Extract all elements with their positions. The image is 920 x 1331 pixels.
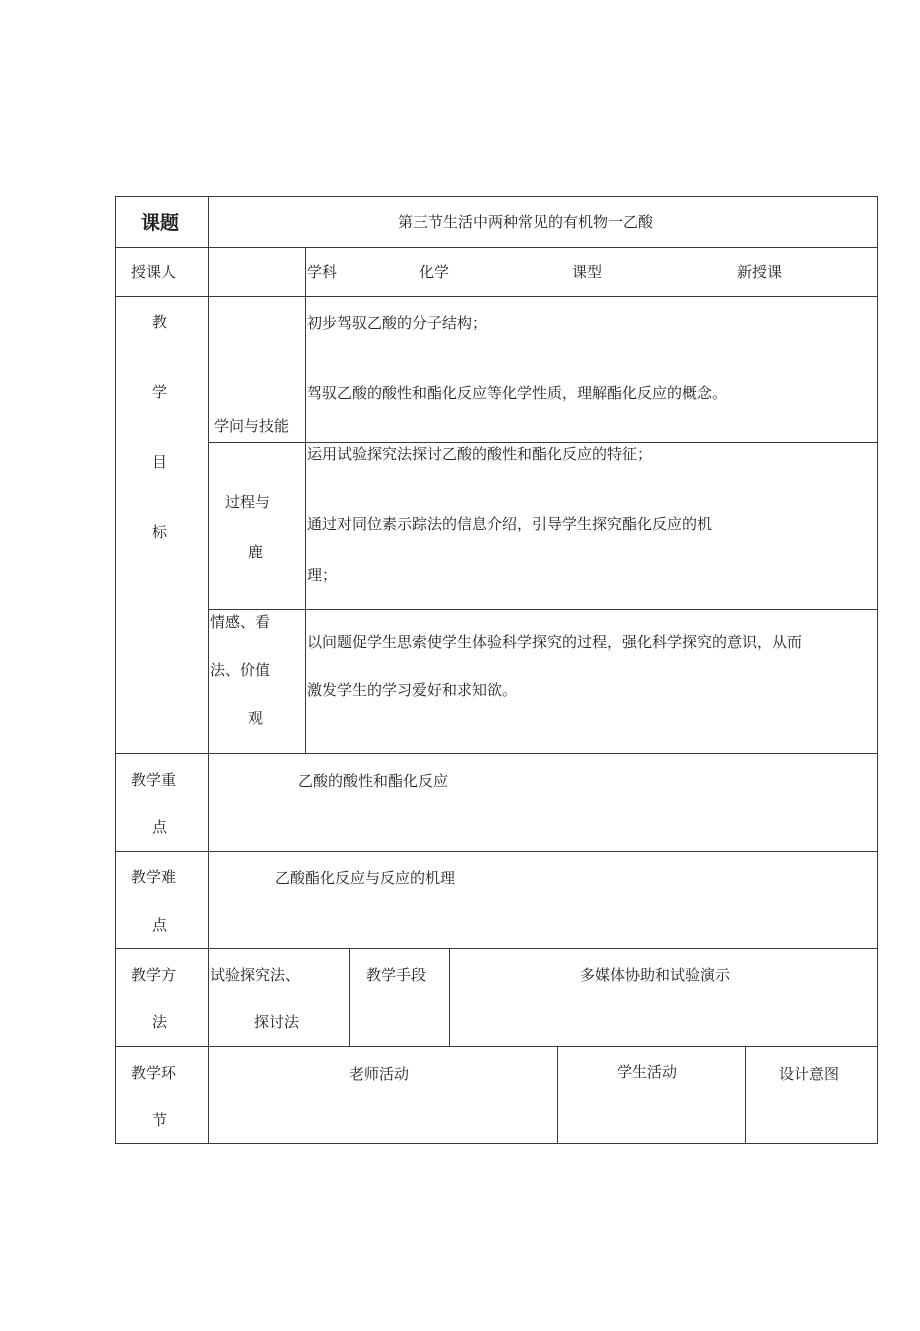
subject-label: 学科 [307,263,338,281]
difficulties-value-cell [208,851,878,949]
process-line: 运用试验探究法探讨乙酸的酸性和酯化反应的特征； [307,445,653,463]
key-points-label-cell [115,753,209,852]
process-line: 理； [307,566,338,584]
steps-label-line2: 节 [152,1111,168,1129]
teacher-value-cell [208,247,306,297]
design-intent-cell [745,1046,878,1144]
steps-label-cell [115,1046,209,1144]
key-points-value-cell [208,753,878,852]
teacher-activity-cell [208,1046,558,1144]
process-label-cell [208,442,306,610]
methods-value-cell [208,948,350,1047]
methods-value-line2: 探讨法 [254,1013,300,1031]
knowledge-label: 学问与技能 [214,417,290,435]
means-value-cell [449,948,878,1047]
student-activity-cell [557,1046,746,1144]
steps-label-line1: 教学环 [131,1064,177,1082]
difficulties-label-line1: 教学难 [131,868,177,886]
teacher-label: 授课人 [131,263,177,281]
methods-label-line2: 法 [152,1013,168,1031]
lesson-title: 第三节生活中两种常见的有机物一乙酸 [398,213,654,231]
key-points-value: 乙酸的酸性和酯化反应 [298,772,449,790]
objectives-label-char: 学 [152,383,168,401]
process-label-line1: 过程与 [225,493,271,511]
difficulties-value: 乙酸酯化反应与反应的机理 [275,869,456,887]
methods-label-line1: 教学方 [131,966,177,984]
objectives-label-char: 教 [152,313,168,331]
process-line: 通过对同位素示踪法的信息介绍，引导学生探究酯化反应的机 [307,515,713,533]
key-points-label-line2: 点 [152,818,168,836]
type-value: 新授课 [737,263,783,281]
knowledge-line: 初步驾驭乙酸的分子结构； [307,314,488,332]
teacher-activity-header: 老师活动 [349,1065,410,1083]
methods-value-line1: 试验探究法、 [210,966,301,984]
subject-value: 化学 [419,263,450,281]
difficulties-label-line2: 点 [152,916,168,934]
title-label: 课题 [141,212,180,234]
type-label: 课型 [572,263,603,281]
means-value: 多媒体协助和试验演示 [580,966,731,984]
emotion-label-line3: 观 [248,709,264,727]
student-activity-header: 学生活动 [617,1063,678,1081]
objectives-label-char: 标 [152,523,168,541]
methods-label-cell [115,948,209,1047]
difficulties-label-cell [115,851,209,949]
means-label-cell [349,948,450,1047]
design-intent-header: 设计意图 [779,1065,840,1083]
emotion-label-line1: 情感、看 [210,613,271,631]
knowledge-line: 驾驭乙酸的酸性和酯化反应等化学性质，理解酯化反应的概念。 [307,384,728,402]
means-label: 教学手段 [366,966,427,984]
key-points-label-line1: 教学重 [131,771,177,789]
emotion-line: 激发学生的学习爱好和求知欲。 [307,681,518,699]
process-label-line2: 鹿 [248,543,264,561]
emotion-label-line2: 法、价值 [210,661,271,679]
emotion-line: 以问题促学生思索使学生体验科学探究的过程，强化科学探究的意识，从而 [307,633,803,651]
objectives-label-char: 目 [152,453,168,471]
